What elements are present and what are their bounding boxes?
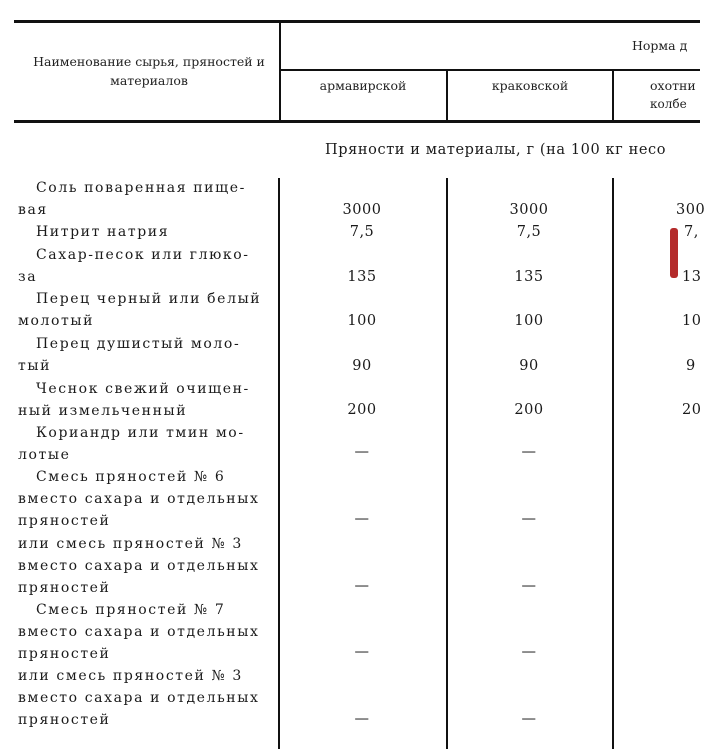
row-value: 100: [514, 313, 544, 329]
header-bottom-rule: [14, 120, 700, 123]
row-name-line: Кориандр или тмин мо-: [36, 425, 245, 441]
row-value: —: [521, 578, 537, 594]
row-name-line: Сахар-песок или глюко-: [36, 247, 250, 263]
row-value: 135: [514, 269, 544, 285]
row-value: 7,5: [516, 224, 542, 240]
row-value: 7,: [684, 224, 699, 240]
row-value: 200: [347, 402, 377, 418]
row-name-line: Перец душистый моло-: [36, 336, 241, 352]
row-name-line: Нитрит натрия: [36, 224, 170, 240]
row-value: —: [354, 644, 370, 660]
row-name-line: пряностей: [18, 580, 111, 596]
row-value: —: [521, 711, 537, 727]
body-vline-3: [612, 178, 614, 749]
row-value: 200: [514, 402, 544, 418]
body-vline-1: [278, 178, 280, 749]
row-value: 300: [676, 202, 705, 218]
row-value: —: [354, 511, 370, 527]
row-value: —: [521, 511, 537, 527]
row-name-line: лотые: [18, 447, 71, 463]
row-value: 90: [519, 358, 539, 374]
header-norm-cell: Норма д: [632, 38, 688, 53]
column-header-1: армавирской: [319, 78, 407, 93]
table-top-rule: [14, 20, 700, 23]
header-name-cell: Наименование сырья, пряностей и материалов: [33, 54, 265, 88]
row-value: —: [354, 578, 370, 594]
row-name-line: молотый: [18, 313, 95, 329]
row-name-line: Смесь пряностей № 6: [36, 469, 226, 485]
row-value: 100: [347, 313, 377, 329]
row-value: 10: [682, 313, 702, 329]
row-name-line: тый: [18, 358, 52, 374]
row-name-line: Соль поваренная пище-: [36, 180, 246, 196]
section-title: Пряности и материалы, г (на 100 кг несо: [325, 142, 667, 158]
column-header-2: краковской: [491, 78, 569, 93]
row-name-line: ный измельченный: [18, 403, 188, 419]
column-header-3: охотни: [650, 78, 696, 93]
row-name-line: вместо сахара и отдельных: [18, 690, 260, 706]
row-value: —: [354, 711, 370, 727]
row-name-line: пряностей: [18, 712, 111, 728]
row-name-line: Чеснок свежий очищен-: [36, 381, 250, 397]
row-value: —: [354, 444, 370, 460]
header-vline-3: [612, 70, 614, 121]
header-vline-2: [446, 70, 448, 121]
row-name-line: или смесь пряностей № 3: [18, 668, 243, 684]
row-name-line: пряностей: [18, 513, 111, 529]
row-name-line: Перец черный или белый: [36, 291, 262, 307]
row-name-line: вместо сахара и отдельных: [18, 491, 260, 507]
row-name-line: вместо сахара и отдельных: [18, 558, 260, 574]
row-value: 13: [682, 269, 702, 285]
column-header-3-line2: колбе: [650, 97, 687, 111]
row-name-line: или смесь пряностей № 3: [18, 536, 243, 552]
row-value: —: [521, 444, 537, 460]
row-value: 20: [682, 402, 702, 418]
row-name-line: вая: [18, 202, 48, 218]
row-value: 7,5: [349, 224, 375, 240]
row-value: 3000: [509, 202, 549, 218]
row-value: 3000: [342, 202, 382, 218]
row-value: —: [521, 644, 537, 660]
row-name-line: Смесь пряностей № 7: [36, 602, 226, 618]
row-value: 9: [686, 358, 696, 374]
row-name-line: вместо сахара и отдельных: [18, 624, 260, 640]
subheader-rule: [280, 69, 700, 71]
row-value: 135: [347, 269, 377, 285]
row-value: 90: [352, 358, 372, 374]
row-name-line: за: [18, 269, 38, 285]
highlight-marker: [670, 228, 678, 278]
row-name-line: пряностей: [18, 646, 111, 662]
body-vline-2: [446, 178, 448, 749]
